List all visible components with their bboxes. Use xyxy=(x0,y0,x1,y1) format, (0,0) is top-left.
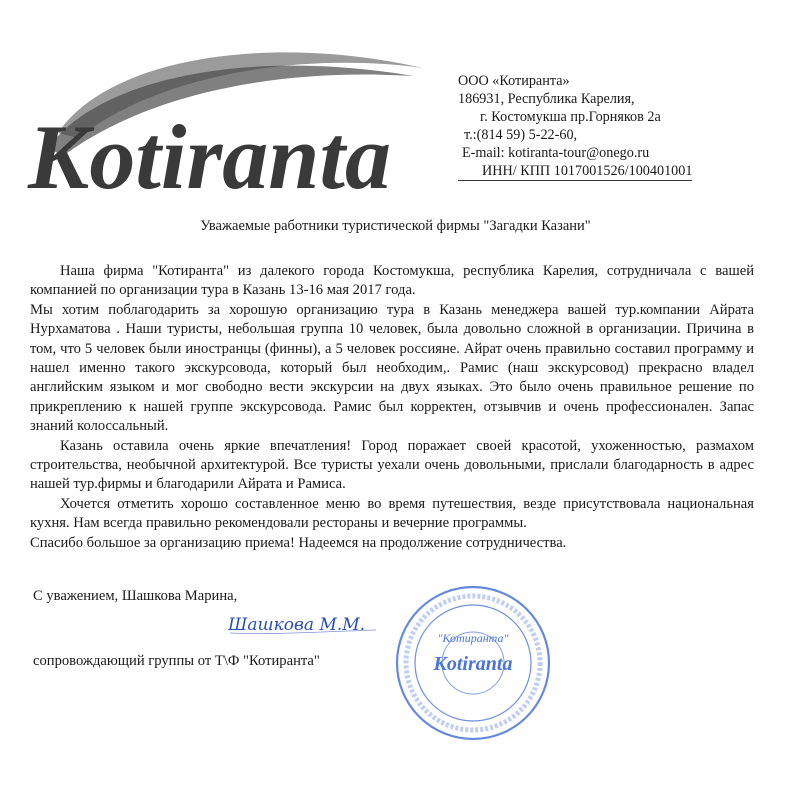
company-name: ООО «Котиранта» xyxy=(458,73,570,89)
kotiranta-logo xyxy=(18,38,438,198)
paragraph-3: Казань оставила очень яркие впечатления! Город поражает своей красотой, ухоженностью, размахом строительства, необычной архитектурой. Все туристы уехали очень довольными, прислали благодарность в адрес нашей тур.фирмы и благодарили Айрата и Рамиса. xyxy=(30,437,754,493)
address-line-1: 186931, Республика Карелия, xyxy=(458,91,635,107)
letterhead xyxy=(458,72,788,181)
closing-line: С уважением, Шашкова Марина, xyxy=(33,588,238,604)
company-stamp xyxy=(392,582,554,744)
letter-heading: Уважаемые работники туристической фирмы "Загадки Казани" xyxy=(200,218,591,234)
paragraph-1: Наша фирма "Котиранта" из далекого города Костомукша, республика Карелия, сотрудничала с вашей компанией по организации тура в Казань 13-16 мая 2017 года. xyxy=(30,263,754,299)
inn-kpp: ИНН/ КПП 1017001526/100401001 xyxy=(458,162,692,181)
stamp-logo-text: Kotiranta xyxy=(433,653,513,675)
email: E-mail: kotiranta-tour@onego.ru xyxy=(462,145,650,161)
stamp-label: "Котиранта" xyxy=(437,631,509,645)
address-line-2: г. Костомукша пр.Горняков 2а xyxy=(480,109,661,125)
signature-text: Шашкова М.М. xyxy=(228,615,366,635)
escort-line: сопровождающий группы от Т\Ф "Котиранта" xyxy=(33,653,320,669)
phone: т.:(814 59) 5-22-60, xyxy=(464,127,578,143)
paragraph-5: Спасибо большое за организацию приема! Надеемся на продолжение сотрудничества. xyxy=(30,534,567,551)
paragraph-4: Хочется отметить хорошо составленное меню во время путешествия, везде присутствовала национальная кухня. Нам всегда правильно рекомендовали рестораны и вечерние программы. xyxy=(30,495,754,532)
logo-text: Kotiranta xyxy=(28,106,392,198)
signature xyxy=(226,608,386,638)
paragraph-2: Мы хотим поблагодарить за хорошую организацию тура в Казань менеджера вашей тур.компании Айрата Нурхаматова . Наши туристы, небольшая группа 10 человек, была довольно сложной в организации. Причина в том, что 5 человек были иностранцы (финны), а 5 человек россияне. Айрат очень правильно составил программу и нашел именно такого экскурсовода, который был необходим,. Рамис (наш экскурсовод) прекрасно владел английским языком и мог свободно вести экскурсии на двух языках. Это было очень правильное решение по прикреплению к нашей группе экскурсовода. Рамис был корректен, отзывчив и очень профессионален. Запас знаний колоссальный. xyxy=(30,301,754,435)
letter-body xyxy=(30,262,754,553)
